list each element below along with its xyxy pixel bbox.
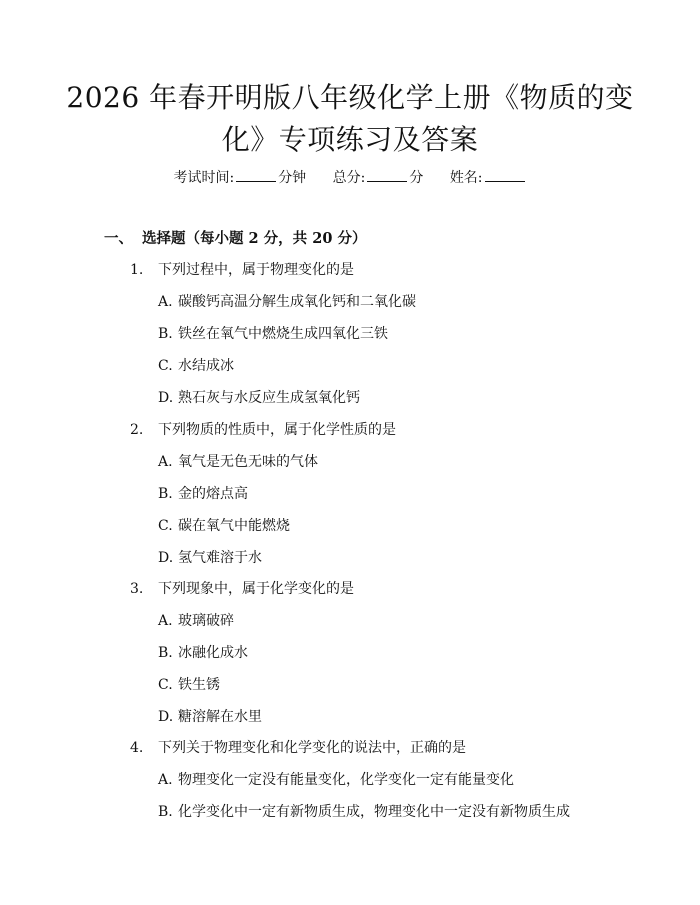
exam-time-field [173, 167, 306, 188]
option-text: 铁丝在氧气中燃烧生成四氧化三铁 [178, 326, 388, 342]
option-text: 化学变化中一定有新物质生成，物理变化中一定没有新物质生成 [178, 804, 570, 820]
question-2-option-a [158, 452, 318, 472]
total-score-blank [367, 167, 407, 182]
document-title-line-1: 2026 年春开明版八年级化学上册《物质的变 [66, 81, 634, 114]
option-letter: A. [158, 294, 173, 310]
question-3-option-c [158, 675, 220, 695]
option-letter: B. [158, 486, 173, 502]
question-4 [130, 738, 466, 758]
student-name-field [450, 167, 527, 188]
total-score-unit: 分 [409, 170, 424, 186]
exam-time-unit: 分钟 [278, 170, 307, 186]
question-1-option-c [158, 356, 234, 376]
question-3-option-a [158, 611, 234, 631]
option-letter: D. [158, 709, 174, 725]
option-letter: C. [158, 518, 173, 534]
question-2-option-b [158, 484, 248, 504]
option-letter: D. [158, 390, 174, 406]
question-text: 下列过程中，属于物理变化的是 [158, 262, 354, 278]
option-text: 糖溶解在水里 [178, 709, 262, 725]
question-4-option-b [158, 802, 570, 822]
option-text: 铁生锈 [178, 677, 220, 693]
option-text: 氢气难溶于水 [178, 550, 262, 566]
question-text: 下列现象中，属于化学变化的是 [158, 581, 354, 597]
exam-time-blank [236, 167, 276, 182]
total-score-label: 总分: [332, 170, 366, 186]
question-number: 3. [130, 581, 144, 597]
question-text: 下列物质的性质中，属于化学性质的是 [158, 422, 396, 438]
question-3 [130, 579, 354, 599]
option-letter: C. [158, 677, 173, 693]
section-title: 选择题（每小题 2 分，共 20 分） [142, 230, 367, 247]
student-name-blank [485, 167, 525, 182]
section-heading [104, 229, 366, 249]
student-name-label: 姓名: [449, 170, 483, 186]
question-number: 1. [130, 262, 144, 278]
question-1-option-b [158, 324, 388, 344]
total-score-field [333, 167, 424, 188]
document-title-line-2: 化》专项练习及答案 [221, 123, 479, 156]
option-letter: B. [158, 804, 173, 820]
option-text: 冰融化成水 [178, 645, 248, 661]
section-number: 一、 [104, 230, 133, 247]
option-text: 碳在氧气中能燃烧 [178, 518, 290, 534]
question-text: 下列关于物理变化和化学变化的说法中，正确的是 [158, 740, 466, 756]
option-letter: B. [158, 326, 173, 342]
exam-info-line [0, 167, 700, 188]
option-text: 氧气是无色无味的气体 [178, 454, 318, 470]
question-1 [130, 260, 354, 280]
question-1-option-a [158, 292, 416, 312]
question-2 [130, 420, 396, 440]
option-letter: C. [158, 358, 173, 374]
option-letter: B. [158, 645, 173, 661]
question-3-option-b [158, 643, 248, 663]
question-3-option-d [158, 707, 262, 727]
option-text: 玻璃破碎 [178, 613, 234, 629]
option-letter: A. [158, 454, 173, 470]
question-number: 2. [130, 422, 144, 438]
option-text: 水结成冰 [178, 358, 234, 374]
option-text: 金的熔点高 [178, 486, 248, 502]
exam-time-label: 考试时间: [173, 170, 235, 186]
option-text: 熟石灰与水反应生成氢氧化钙 [178, 390, 360, 406]
question-4-option-a [158, 770, 514, 790]
option-letter: D. [158, 550, 174, 566]
question-2-option-d [158, 548, 262, 568]
question-number: 4. [130, 740, 144, 756]
option-letter: A. [158, 772, 173, 788]
option-letter: A. [158, 613, 173, 629]
question-2-option-c [158, 516, 290, 536]
question-1-option-d [158, 388, 360, 408]
option-text: 碳酸钙高温分解生成氧化钙和二氧化碳 [178, 294, 416, 310]
option-text: 物理变化一定没有能量变化，化学变化一定有能量变化 [178, 772, 514, 788]
